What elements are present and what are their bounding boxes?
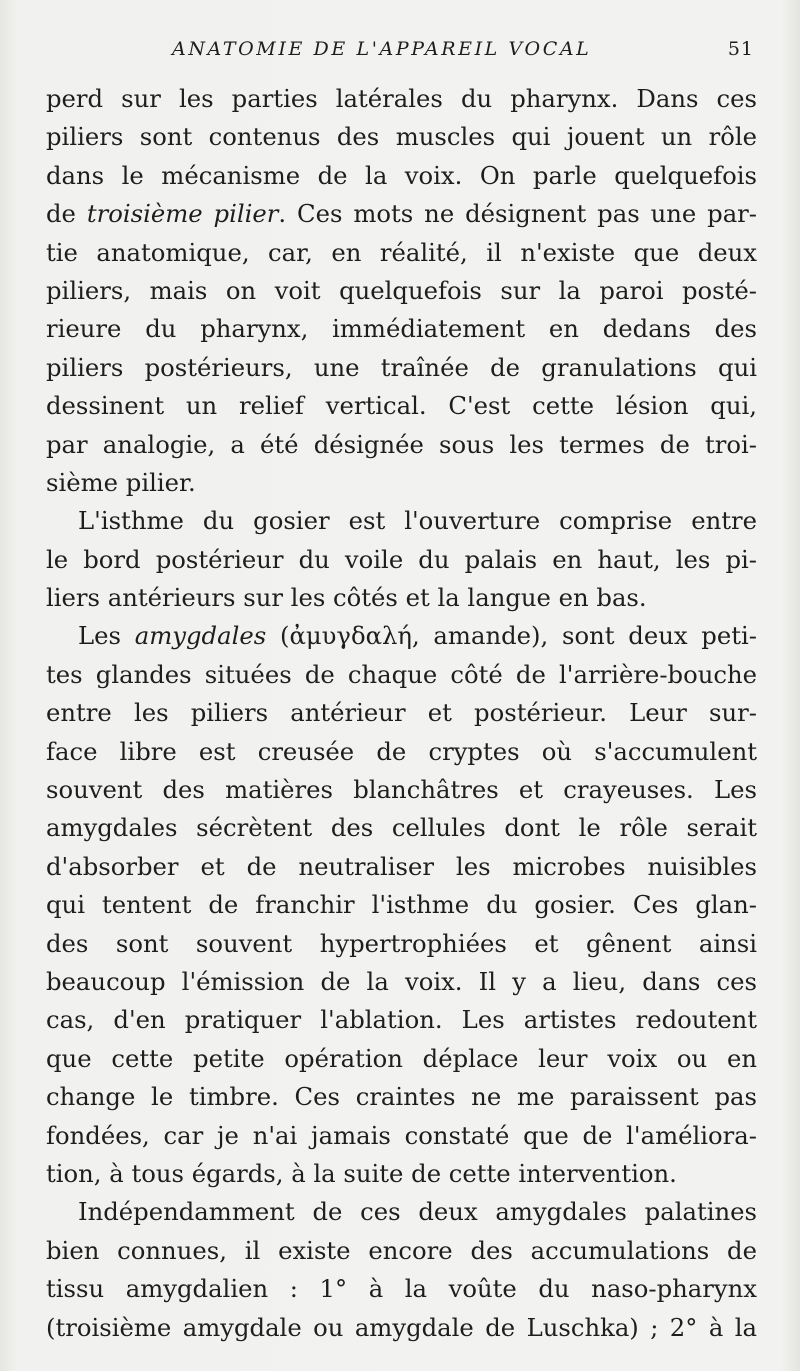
text-segment: entre les piliers antérieur et postérieur. Leur sur- bbox=[46, 698, 757, 728]
text-segment: qui tentent de franchir l'isthme du gosier. Ces glan- bbox=[46, 890, 757, 920]
text-segment: tie anatomique, car, en réalité, il n'existe que deux bbox=[46, 237, 757, 267]
text-line bbox=[46, 1078, 757, 1116]
italic-term: amygdales bbox=[134, 621, 267, 651]
body-text bbox=[46, 80, 757, 1347]
text-segment: Indépendamment de ces deux amygdales palatines bbox=[78, 1197, 757, 1227]
text-line bbox=[46, 349, 757, 387]
running-head bbox=[46, 38, 754, 62]
text-line bbox=[46, 886, 757, 924]
text-segment: bien connues, il existe encore des accumulations de bbox=[46, 1235, 757, 1265]
text-line bbox=[46, 1193, 757, 1231]
text-line bbox=[46, 118, 757, 156]
text-line bbox=[46, 848, 757, 886]
text-segment: amygdales sécrètent des cellules dont le rôle serait bbox=[46, 813, 757, 843]
text-segment: piliers, mais on voit quelquefois sur la paroi posté- bbox=[46, 275, 757, 305]
text-line bbox=[46, 234, 757, 272]
text-segment: sième pilier. bbox=[46, 467, 196, 497]
text-segment: rieure du pharynx, immédiatement en dedans des bbox=[46, 314, 757, 344]
text-line bbox=[46, 963, 757, 1001]
text-line bbox=[46, 1309, 757, 1347]
text-segment: tissu amygdalien : 1° à la voûte du naso-pharynx bbox=[46, 1274, 757, 1304]
text-line bbox=[46, 426, 757, 464]
page-number: 51 bbox=[727, 38, 754, 60]
text-line bbox=[46, 809, 757, 847]
text-line bbox=[46, 771, 757, 809]
text-line bbox=[46, 579, 757, 617]
text-line bbox=[46, 272, 757, 310]
text-segment: dans le mécanisme de la voix. On parle quelquefois bbox=[46, 160, 757, 190]
text-segment: (ἀμυγδαλή, amande), sont deux peti- bbox=[266, 621, 757, 651]
text-segment: L'isthme du gosier est l'ouverture comprise entre bbox=[78, 506, 757, 536]
text-line bbox=[46, 1001, 757, 1039]
text-segment: liers antérieurs sur les côtés et la langue en bas. bbox=[46, 583, 647, 613]
text-line bbox=[46, 733, 757, 771]
text-segment: le bord postérieur du voile du palais en haut, les pi- bbox=[46, 544, 757, 574]
text-line bbox=[46, 195, 757, 233]
text-line bbox=[46, 464, 757, 502]
text-line bbox=[46, 541, 757, 579]
text-segment: perd sur les parties latérales du pharynx. Dans ces bbox=[46, 84, 757, 113]
text-segment: dessinent un relief vertical. C'est cette lésion qui, bbox=[46, 391, 757, 421]
text-segment: tion, à tous égards, à la suite de cette intervention. bbox=[46, 1158, 677, 1188]
text-line bbox=[46, 80, 757, 118]
italic-term: troisième pilier bbox=[86, 199, 279, 229]
text-line bbox=[46, 1155, 757, 1193]
text-line bbox=[46, 310, 757, 348]
text-line bbox=[46, 694, 757, 732]
text-segment: d'absorber et de neutraliser les microbes nuisibles bbox=[46, 851, 757, 881]
text-line bbox=[46, 617, 757, 655]
text-segment: change le timbre. Ces craintes ne me paraissent pas bbox=[46, 1082, 757, 1112]
text-segment: . Ces mots ne désignent pas une par- bbox=[278, 199, 757, 229]
text-segment: piliers postérieurs, une traînée de granulations qui bbox=[46, 352, 757, 382]
text-segment: beaucoup l'émission de la voix. Il y a lieu, dans ces bbox=[46, 966, 757, 996]
text-line bbox=[46, 656, 757, 694]
text-segment: souvent des matières blanchâtres et crayeuses. Les bbox=[46, 775, 757, 805]
text-segment: tes glandes situées de chaque côté de l'arrière-bouche bbox=[46, 659, 757, 689]
text-segment: par analogie, a été désignée sous les termes de troi- bbox=[46, 429, 757, 459]
text-segment: cas, d'en pratiquer l'ablation. Les artistes redoutent bbox=[46, 1005, 757, 1035]
text-segment: face libre est creusée de cryptes où s'accumulent bbox=[46, 736, 757, 766]
text-line bbox=[46, 157, 757, 195]
text-line bbox=[46, 387, 757, 425]
text-segment: que cette petite opération déplace leur voix ou en bbox=[46, 1043, 757, 1073]
text-line bbox=[46, 1117, 757, 1155]
text-segment: des sont souvent hypertrophiées et gênent ainsi bbox=[46, 928, 757, 958]
text-segment: (troisième amygdale ou amygdale de Luschka) ; 2° à la bbox=[46, 1312, 757, 1342]
text-line bbox=[46, 925, 757, 963]
text-segment: fondées, car je n'ai jamais constaté que de l'améliora- bbox=[46, 1120, 757, 1150]
text-line bbox=[46, 1270, 757, 1308]
text-line bbox=[46, 502, 757, 540]
text-segment: piliers sont contenus des muscles qui jouent un rôle bbox=[46, 122, 757, 152]
text-line bbox=[46, 1232, 757, 1270]
text-segment: Les bbox=[78, 621, 135, 651]
text-segment: de bbox=[46, 199, 87, 229]
text-line bbox=[46, 1040, 757, 1078]
running-title: ANATOMIE DE L'APPAREIL VOCAL bbox=[172, 38, 592, 60]
